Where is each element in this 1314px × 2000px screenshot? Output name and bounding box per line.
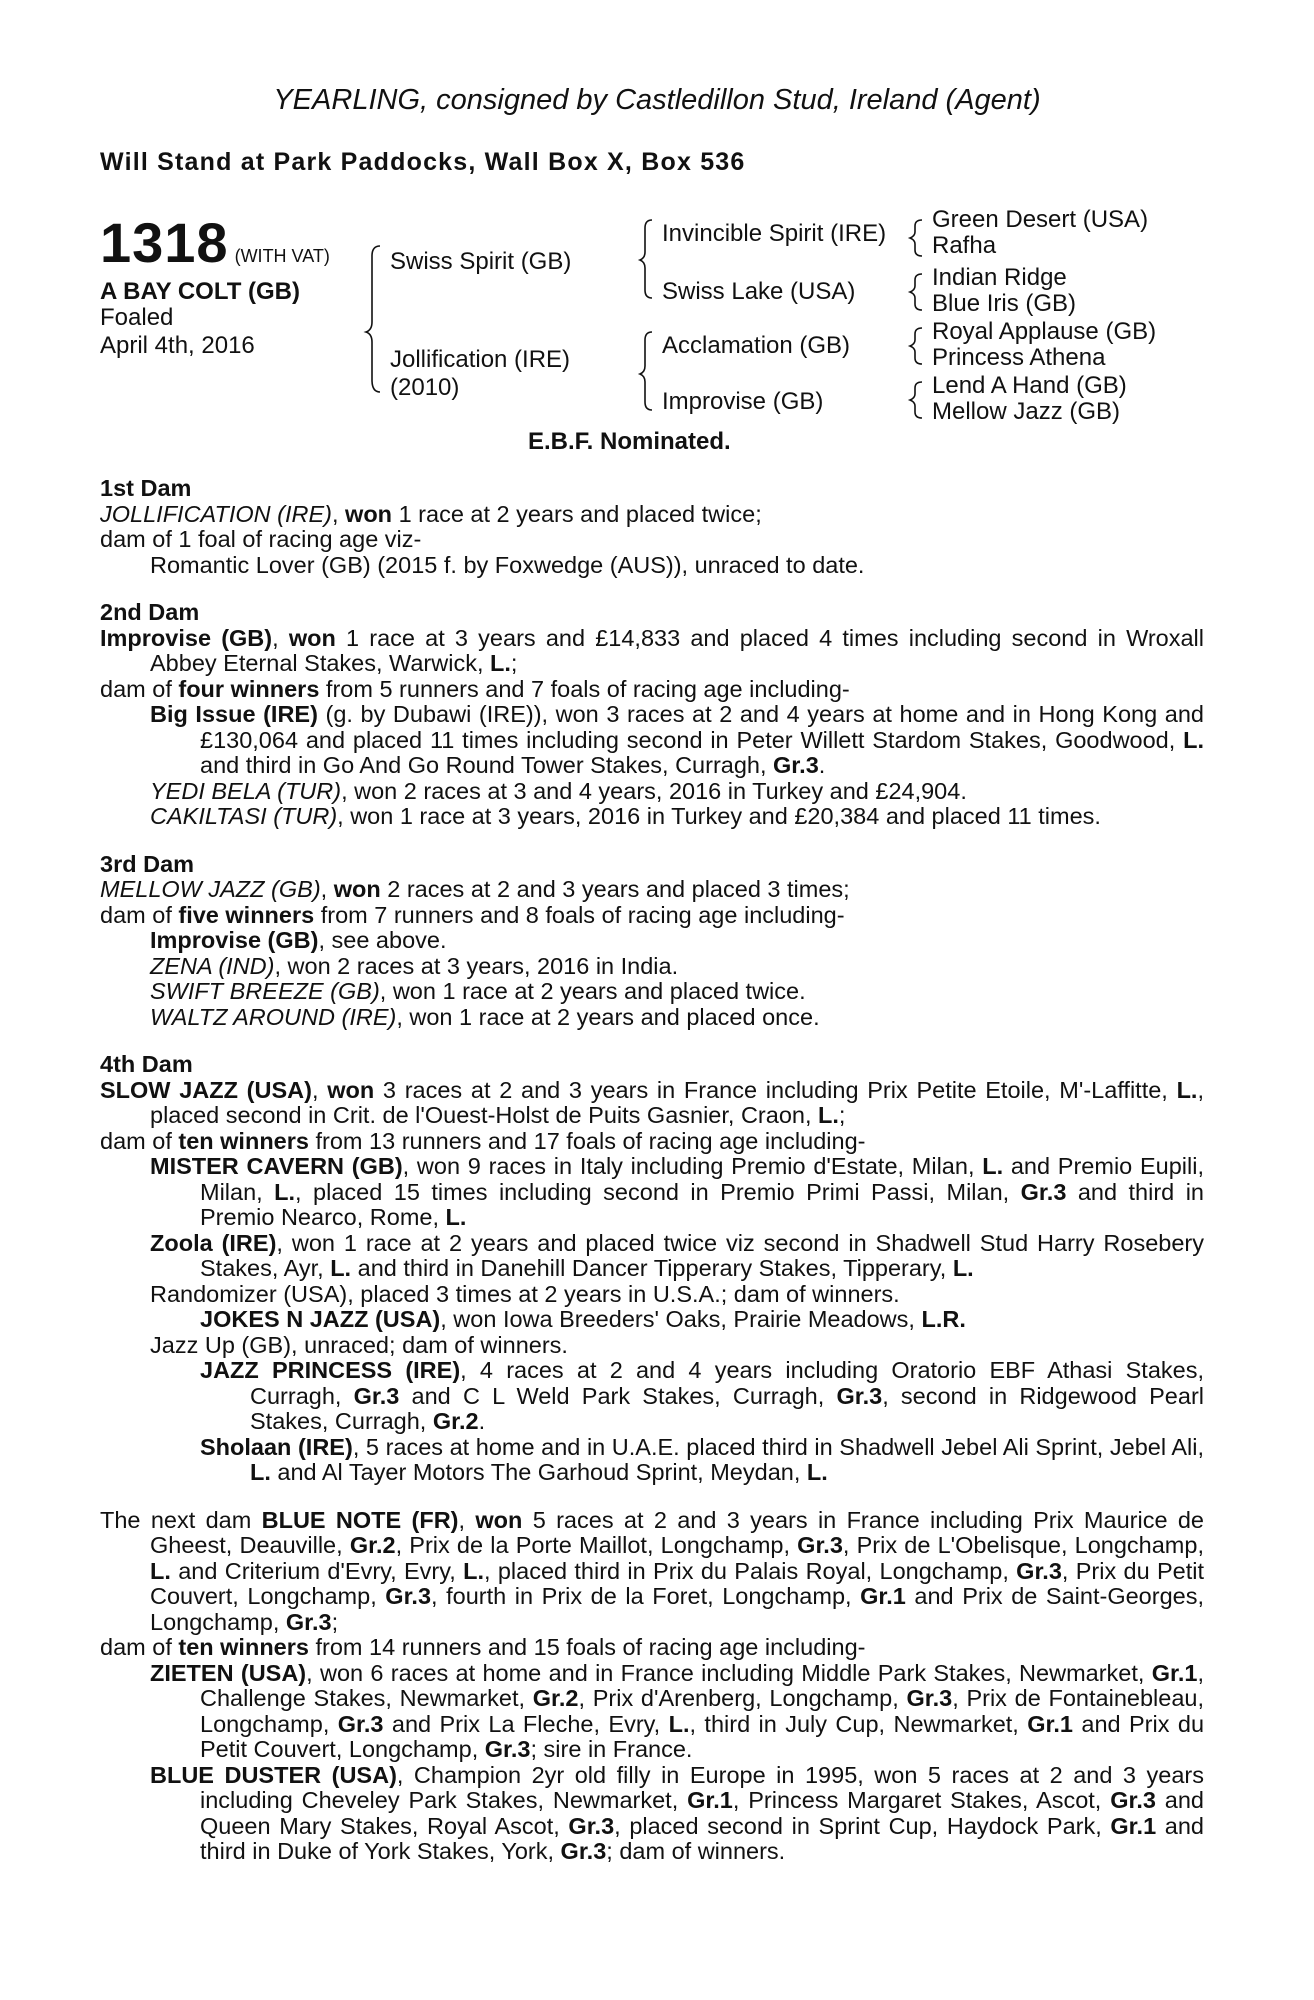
produce-item: MISTER CAVERN (GB), won 9 races in Italy including Premio d'Estate, Milan, L. and Premio Eupili, Milan, L., placed 15 times including second in Premio Primi Passi, Milan, Gr.3 and third in Premio Nearco, Rome, L. [150,1153,1204,1230]
consignor-line: YEARLING, consigned by Castledillon Stud, Ireland (Agent) [273,84,1041,116]
produce-item: Randomizer (USA), placed 3 times at 2 years in U.S.A.; dam of winners. [150,1280,900,1307]
produce-summary: dam of four winners from 5 runners and 7 foals of racing age including- [100,675,850,702]
produce-item: YEDI BELA (TUR), won 2 races at 3 and 4 years, 2016 in Turkey and £24,904. [150,777,967,804]
pedigree-dds: Lend A Hand (GB) [932,372,1127,399]
produce-item: BLUE DUSTER (USA), Champion 2yr old filly in Europe in 1995, won 5 races at 2 and 3 years including Cheveley Park Stakes, Newmarket, Gr.1, Princess Margaret Stakes, Ascot, Gr.3 and Queen Mary Stakes, Royal Ascot, Gr.3, placed second in Sprint Cup, Haydock Park, Gr.1 and third in Duke of York Stakes, York, Gr.3; dam of winners. [150,1761,1204,1864]
first-dam-section [100,476,1204,578]
pedigree-ssd: Rafha [932,232,997,259]
foaled-label: Foaled [100,304,174,331]
pedigree-dsd: Princess Athena [932,344,1106,371]
section-heading: 3rd Dam [100,850,195,877]
section-heading: 4th Dam [100,1051,193,1077]
produce-item: Zoola (IRE), won 1 race at 2 years and placed twice viz second in Shadwell Stud Harry Rosebery Stakes, Ayr, L. and third in Danehill Dancer Tipperary Stakes, Tipperary, L. [150,1229,1204,1281]
produce-item: Jazz Up (GB), unraced; dam of winners. [150,1331,568,1358]
stand-location: Will Stand at Park Paddocks, Wall Box X, Box 536 [100,148,746,176]
grand-produce-item: JOKES N JAZZ (USA), won Iowa Breeders' Oaks, Prairie Meadows, L.R. [200,1306,966,1332]
next-dam-section [100,1508,1204,1865]
pedigree-dam-year: (2010) [390,374,460,401]
produce-item: CAKILTASI (TUR), won 1 race at 3 years, 2016 in Turkey and £20,384 and placed 11 times. [150,803,1101,829]
pedigree-dam-sire: Acclamation (GB) [662,332,851,359]
produce-item: WALTZ AROUND (IRE), won 1 race at 2 years and placed once. [150,1003,820,1030]
fourth-dam-section [100,1052,1204,1486]
lot-title: A BAY COLT (GB) [100,278,301,305]
dam-entry: The next dam BLUE NOTE (FR), won 5 races at 2 and 3 years in France including Prix Maurice de Gheest, Deauville, Gr.2, Prix de la Porte Maillot, Longchamp, Gr.3, Prix de L'Obelisque, Longchamp, L. and Criterium d'Evry, Evry, L., placed third in Prix du Palais Royal, Longchamp, Gr.3, Prix du Petit Couvert, Longchamp, Gr.3, fourth in Prix de la Foret, Longchamp, Gr.1 and Prix de Saint-Georges, Longchamp, Gr.3; [100,1506,1205,1635]
section-heading: 2nd Dam [100,599,200,625]
pedigree-dam-dam: Improvise (GB) [662,388,824,415]
dam-entry: MELLOW JAZZ (GB), won 2 races at 2 and 3 years and placed 3 times; [100,876,850,902]
third-dam-section [100,852,1204,1031]
pedigree-sire-sire: Invincible Spirit (IRE) [662,220,887,247]
catalogue-body [100,476,1204,1887]
pedigree-sss: Green Desert (USA) [932,206,1149,233]
pedigree-dam: Jollification (IRE) [390,346,571,373]
section-heading: 1st Dam [100,475,192,501]
produce-item: Big Issue (IRE) (g. by Dubawi (IRE)), won 3 races at 2 and 4 years at home and in Hong Kong and £130,064 and placed 11 times including second in Peter Willett Stardom Stakes, Goodwood, L. and third in Go And Go Round Tower Stakes, Curragh, Gr.3. [150,701,1204,778]
pedigree-sdd: Blue Iris (GB) [932,290,1077,317]
lot-number: 1318 [100,211,229,274]
grand-produce-item: JAZZ PRINCESS (IRE), 4 races at 2 and 4 years including Oratorio EBF Athasi Stakes, Curragh, Gr.3 and C L Weld Park Stakes, Curragh, Gr.3, second in Ridgewood Pearl Stakes, Curragh, Gr.2. [200,1357,1204,1434]
produce-item: Romantic Lover (GB) (2015 f. by Foxwedge (AUS)), unraced to date. [150,551,865,578]
ebf-nomination: E.B.F. Nominated. [528,428,731,455]
produce-summary: dam of ten winners from 13 runners and 17 foals of racing age including- [100,1127,866,1154]
foaled-date: April 4th, 2016 [100,332,255,359]
pedigree-sire-dam: Swiss Lake (USA) [662,278,856,305]
second-dam-section [100,600,1204,830]
dam-entry: SLOW JAZZ (USA), won 3 races at 2 and 3 years in France including Prix Petite Etoile, M'-Laffitte, L., placed second in Crit. de l'Ouest-Holst de Puits Gasnier, Craon, L.; [100,1076,1204,1128]
grand-produce-item: Sholaan (IRE), 5 races at home and in U.A.E. placed third in Shadwell Jebel Ali Sprint, Jebel Ali, L. and Al Tayer Motors The Garhoud Sprint, Meydan, L. [200,1433,1204,1485]
pedigree-dss: Royal Applause (GB) [932,318,1157,345]
produce-item: ZENA (IND), won 2 races at 3 years, 2016 in India. [150,952,679,979]
vat-note: (WITH VAT) [234,246,330,266]
pedigree-ddd: Mellow Jazz (GB) [932,398,1121,425]
produce-summary: dam of five winners from 7 runners and 8 foals of racing age including- [100,901,845,928]
pedigree-sire: Swiss Spirit (GB) [390,248,572,275]
produce-summary: dam of 1 foal of racing age viz- [100,526,422,552]
produce-item: SWIFT BREEZE (GB), won 1 race at 2 years and placed twice. [150,978,806,1004]
pedigree-sds: Indian Ridge [932,264,1067,291]
produce-item: Improvise (GB), see above. [150,927,447,953]
dam-entry: Improvise (GB), won 1 race at 3 years and £14,833 and placed 4 times including second in Wroxall Abbey Eternal Stakes, Warwick, L.; [100,624,1204,676]
produce-summary: dam of ten winners from 14 runners and 15 foals of racing age including- [100,1634,866,1660]
dam-entry: JOLLIFICATION (IRE), won 1 race at 2 years and placed twice; [100,500,762,527]
produce-item: ZIETEN (USA), won 6 races at home and in France including Middle Park Stakes, Newmarket, Gr.1, Challenge Stakes, Newmarket, Gr.2, Prix d'Arenberg, Longchamp, Gr.3, Prix de Fontainebleau, Longchamp, Gr.3 and Prix La Fleche, Evry, L., third in July Cup, Newmarket, Gr.1 and Prix du Petit Couvert, Longchamp, Gr.3; sire in France. [150,1659,1205,1762]
